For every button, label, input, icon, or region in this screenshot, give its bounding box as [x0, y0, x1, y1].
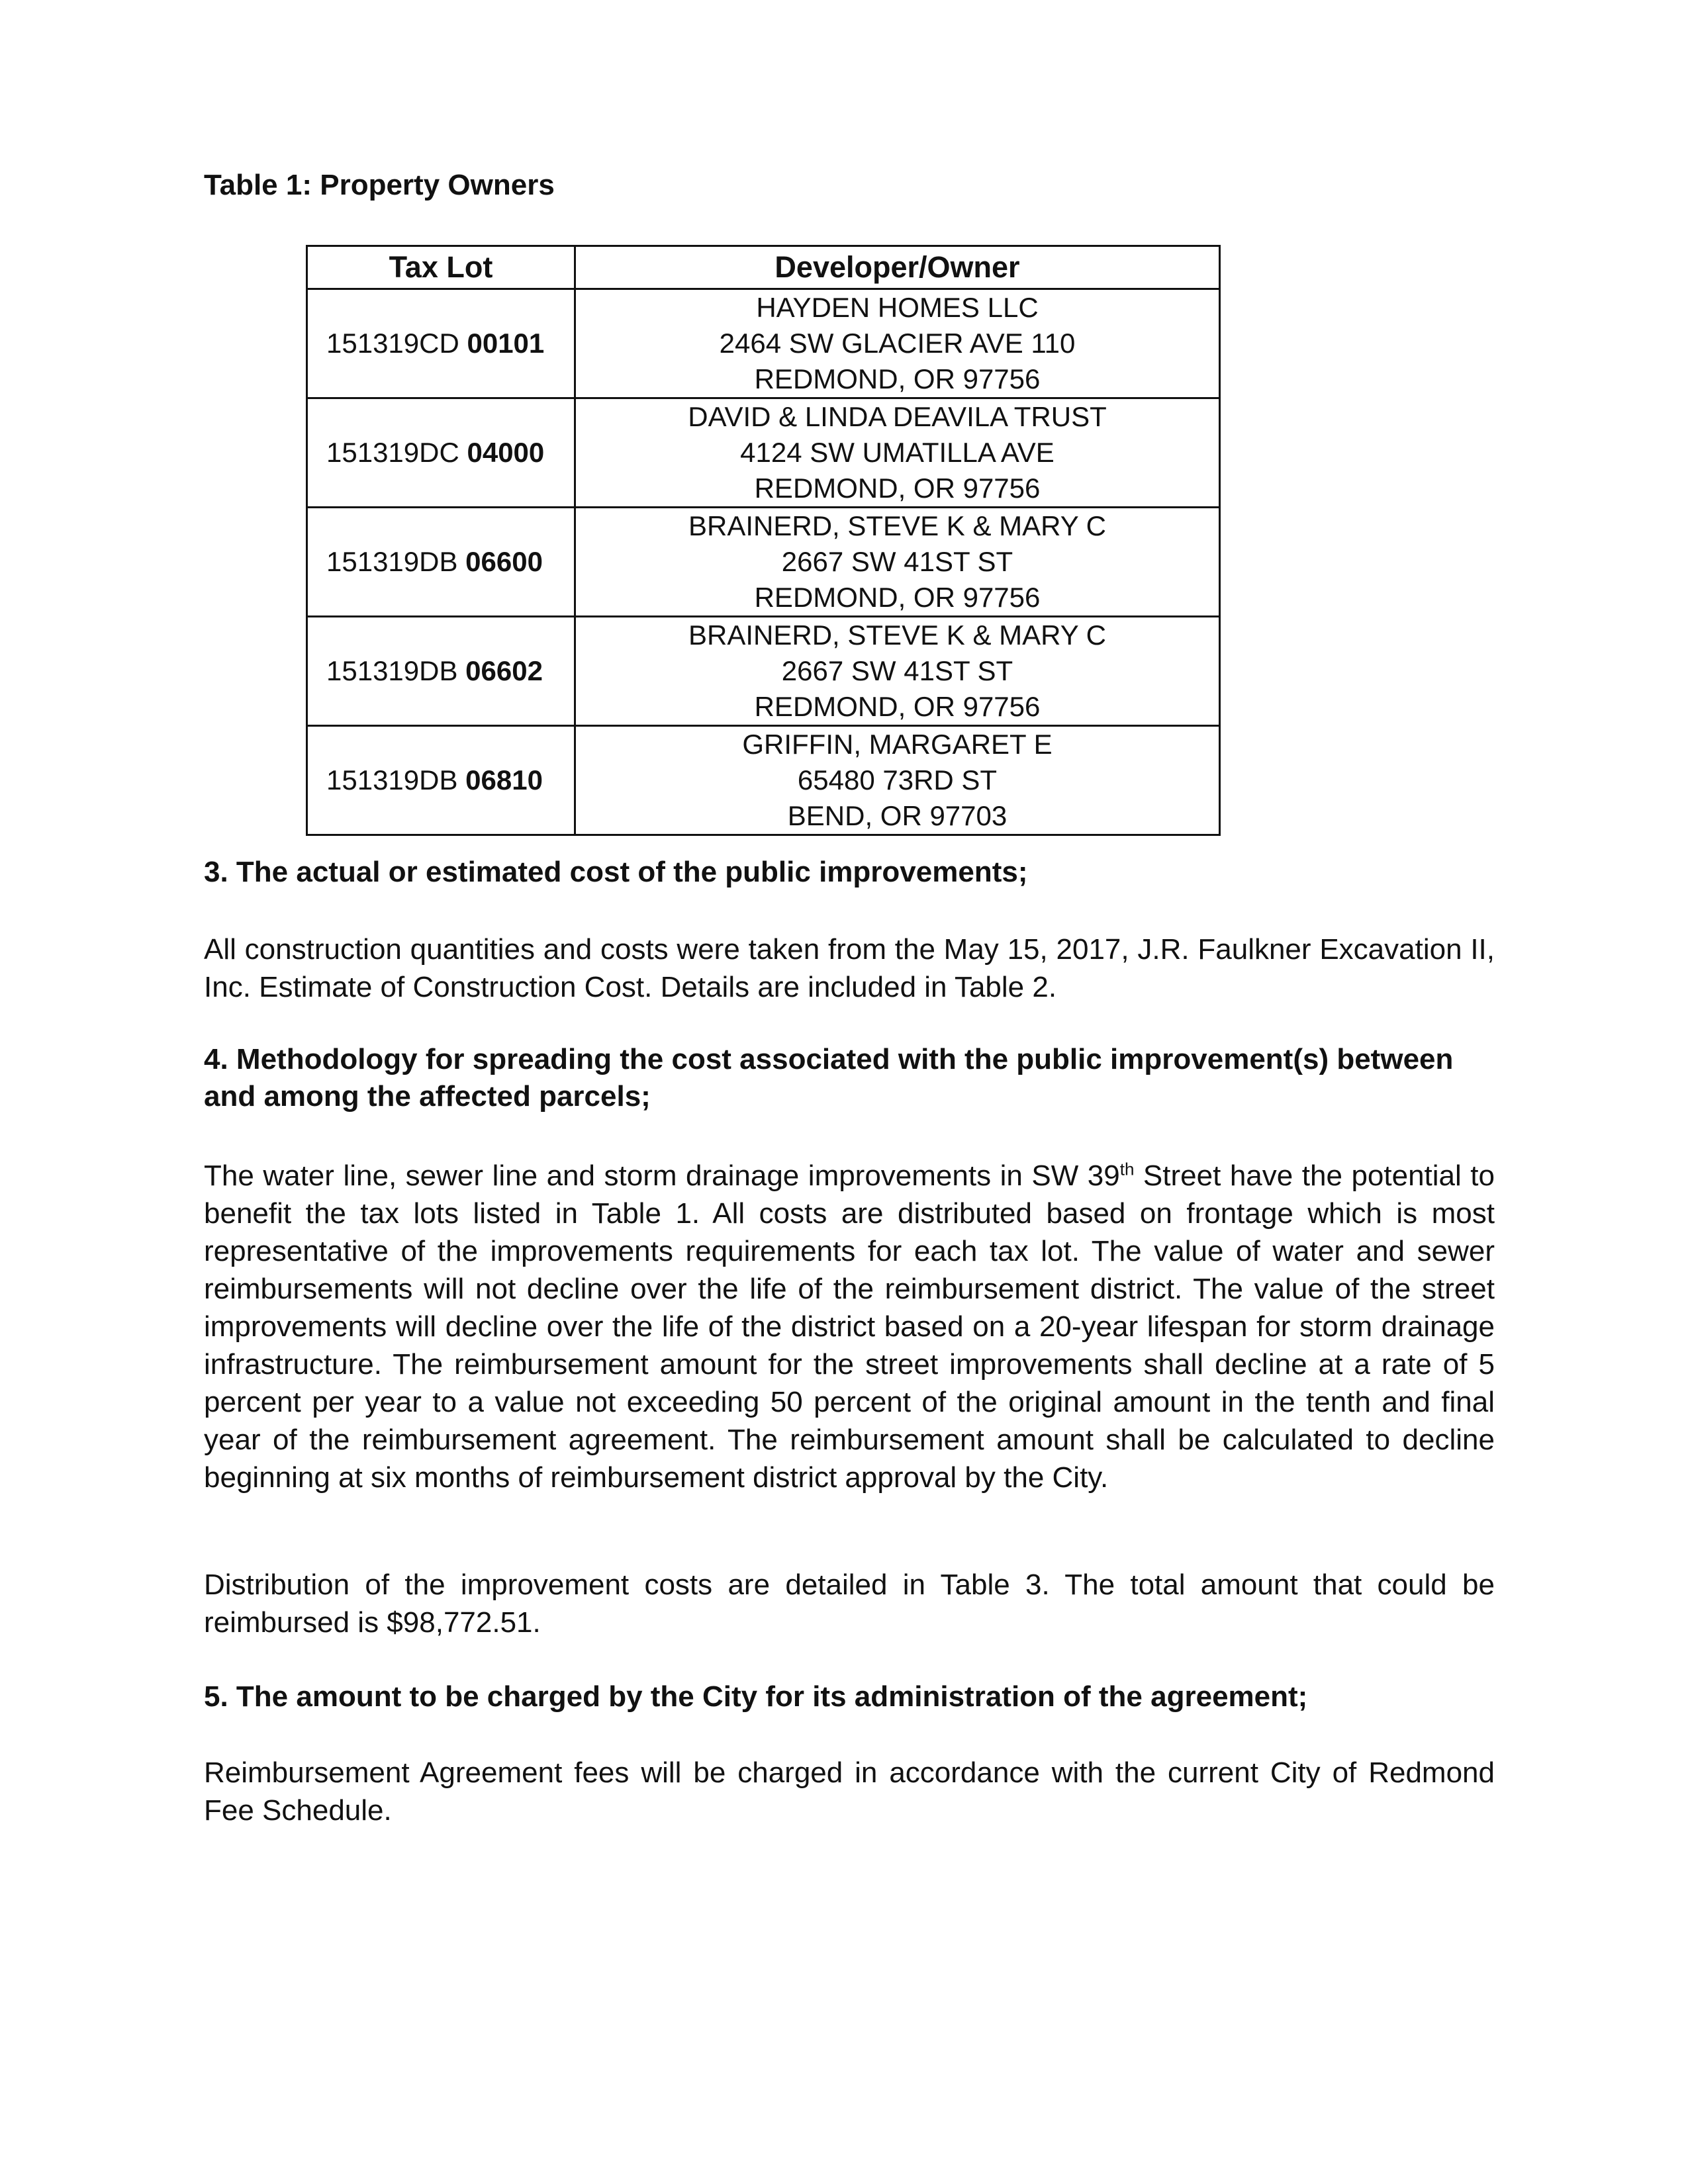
owner-cell	[575, 398, 1220, 508]
owner-cell	[575, 617, 1220, 726]
table-row	[307, 289, 1220, 398]
table-row	[307, 617, 1220, 726]
section-3-heading: 3. The actual or estimated cost of the public improvements;	[204, 856, 1028, 888]
owner-line: REDMOND, OR 97756	[754, 691, 1041, 722]
owner-cell	[575, 289, 1220, 398]
tax-lot-suffix: 00101	[467, 328, 545, 359]
owner-line: REDMOND, OR 97756	[754, 473, 1041, 504]
owner-line: 2667 SW 41ST ST	[781, 655, 1013, 686]
owner-line: 65480 73RD ST	[797, 764, 998, 796]
section-5-heading: 5. The amount to be charged by the City for its administration of the agreement;	[204, 1680, 1308, 1713]
tax-lot-cell	[307, 398, 575, 508]
section-4-body	[204, 1157, 1495, 1496]
tax-lot-suffix: 06600	[465, 546, 543, 577]
header-developer-owner: Developer/Owner	[575, 246, 1220, 289]
section-4-body-2: Distribution of the improvement costs are detailed in Table 3. The total amount that could be reimbursed is $98,772.51.	[204, 1569, 1495, 1639]
owner-line: BRAINERD, STEVE K & MARY C	[688, 619, 1106, 651]
owner-line: REDMOND, OR 97756	[754, 582, 1041, 613]
tax-lot-cell	[307, 289, 575, 398]
owner-line: 2464 SW GLACIER AVE 110	[719, 328, 1076, 359]
owner-cell	[575, 726, 1220, 835]
table-body	[307, 289, 1220, 835]
property-owners-table	[306, 245, 1221, 836]
tax-lot-prefix: 151319CD	[326, 328, 467, 359]
owner-cell	[575, 508, 1220, 617]
tax-lot-suffix: 04000	[467, 437, 545, 468]
tax-lot-suffix: 06810	[465, 764, 543, 796]
section-4-body-part2: Street have the potential to benefit the tax lots listed in Table 1. All costs are distributed based on frontage which is most representative of the improvements requirements for each tax lot. The value of water and sewer reimbursements will not decline over the life of the reimbursement district. The value of the street improvements will decline over the life of the district based on a 20-year lifespan for storm drainage infrastructure. The reimbursement amount for the street improvements shall decline at a rate of 5 percent per year to a value not exceeding 50 percent of the original amount in the tenth and final year of the reimbursement agreement. The reimbursement amount shall be calculated to decline beginning at six months of reimbursement district approval by the City.	[204, 1160, 1495, 1494]
table-row	[307, 398, 1220, 508]
tax-lot-cell	[307, 726, 575, 835]
owner-line: BEND, OR 97703	[787, 800, 1008, 831]
superscript-th: th	[1119, 1159, 1135, 1179]
tax-lot-prefix: 151319DB	[326, 764, 466, 796]
tax-lot-suffix: 06602	[465, 655, 543, 686]
table-title: Table 1: Property Owners	[204, 169, 555, 201]
table-header-row	[307, 246, 1220, 289]
owner-line: 4124 SW UMATILLA AVE	[740, 437, 1055, 468]
owner-line: HAYDEN HOMES LLC	[756, 292, 1039, 323]
tax-lot-cell	[307, 617, 575, 726]
owner-line: BRAINERD, STEVE K & MARY C	[688, 510, 1106, 541]
tax-lot-prefix: 151319DB	[326, 655, 466, 686]
tax-lot-cell	[307, 508, 575, 617]
owner-line: REDMOND, OR 97756	[754, 363, 1041, 394]
owner-line: GRIFFIN, MARGARET E	[742, 729, 1053, 760]
section-5-body: Reimbursement Agreement fees will be charged in accordance with the current City of Redmond Fee Schedule.	[204, 1756, 1495, 1827]
section-4-heading: 4. Methodology for spreading the cost associated with the public improvement(s) between and among the affected parcels;	[204, 1043, 1454, 1113]
section-3-body: All construction quantities and costs were taken from the May 15, 2017, J.R. Faulkner Excavation II, Inc. Estimate of Construction Cost. Details are included in Table 2.	[204, 933, 1495, 1003]
table-row	[307, 508, 1220, 617]
owner-line: 2667 SW 41ST ST	[781, 546, 1013, 577]
header-tax-lot: Tax Lot	[307, 246, 575, 289]
tax-lot-prefix: 151319DB	[326, 546, 466, 577]
owner-line: DAVID & LINDA DEAVILA TRUST	[688, 401, 1107, 432]
table-row	[307, 726, 1220, 835]
section-4-body-part1: The water line, sewer line and storm drainage improvements in SW 39	[204, 1160, 1120, 1192]
tax-lot-prefix: 151319DC	[326, 437, 467, 468]
